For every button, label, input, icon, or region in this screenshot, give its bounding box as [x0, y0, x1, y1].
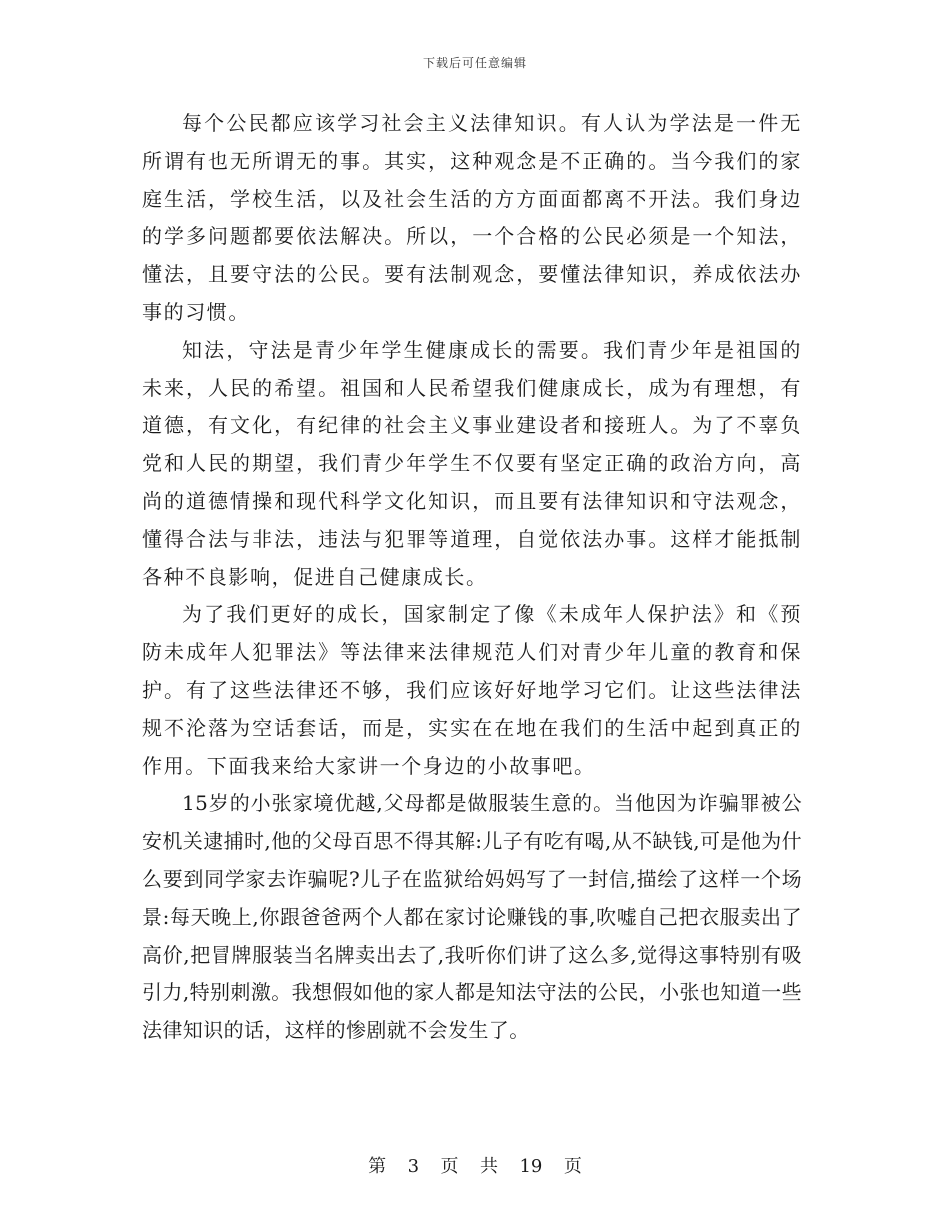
paragraph-4: 15岁的小张家境优越,父母都是做服装生意的。当他因为诈骗罪被公安机关逮捕时,他的父母百思不得其解:儿子有吃有喝,从不缺钱,可是他为什么要到同学家去诈骗呢?儿子在监狱给妈妈写了一封信,描绘了这样一个场景:每天晚上,你跟爸爸两个人都在家讨论赚钱的事,吹嘘自己把衣服卖出了高价,把冒牌服装当名牌卖出去了,我听你们讲了这么多,觉得这事特别有吸引力,特别刺激。我想假如他的家人都是知法守法的公民，小张也知道一些法律知识的话，这样的惨剧就不会发生了。 — [142, 791, 802, 1043]
body-text — [142, 105, 802, 1050]
footer-total-pages: 19 — [519, 1156, 543, 1177]
page-footer — [0, 1152, 950, 1178]
paragraph-3: 为了我们更好的成长，国家制定了像《未成年人保护法》和《预防未成年人犯罪法》等法律来法律规范人们对青少年儿童的教育和保护。有了这些法律还不够，我们应该好好地学习它们。让这些法律法规不沦落为空话套话，而是，实实在在地在我们的生活中起到真正的作用。下面我来给大家讲一个身边的小故事吧。 — [142, 602, 802, 778]
paragraph-2: 知法，守法是青少年学生健康成长的需要。我们青少年是祖国的未来，人民的希望。祖国和人民希望我们健康成长，成为有理想，有道德，有文化，有纪律的社会主义事业建设者和接班人。为了不辜负党和人民的期望，我们青少年学生不仅要有坚定正确的政治方向，高尚的道德情操和现代科学文化知识，而且要有法律知识和守法观念，懂得合法与非法，违法与犯罪等道理，自觉依法办事。这样才能抵制各种不良影响，促进自己健康成长。 — [142, 337, 802, 589]
footer-current-page: 3 — [407, 1156, 420, 1177]
footer-total-word: 共 — [480, 1156, 498, 1177]
header-note: 下载后可任意编辑 — [422, 56, 527, 70]
footer-page-word: 页 — [440, 1156, 459, 1177]
paragraph-1: 每个公民都应该学习社会主义法律知识。有人认为学法是一件无所谓有也无所谓无的事。其实，这种观念是不正确的。当今我们的家庭生活，学校生活，以及社会生活的方方面面都离不开法。我们身边的学多问题都要依法解决。所以，一个合格的公民必须是一个知法，懂法，且要守法的公民。要有法制观念，要懂法律知识，养成依法办事的习惯。 — [142, 111, 802, 324]
footer-prefix: 第 — [368, 1156, 387, 1177]
footer-suffix: 页 — [563, 1156, 582, 1177]
